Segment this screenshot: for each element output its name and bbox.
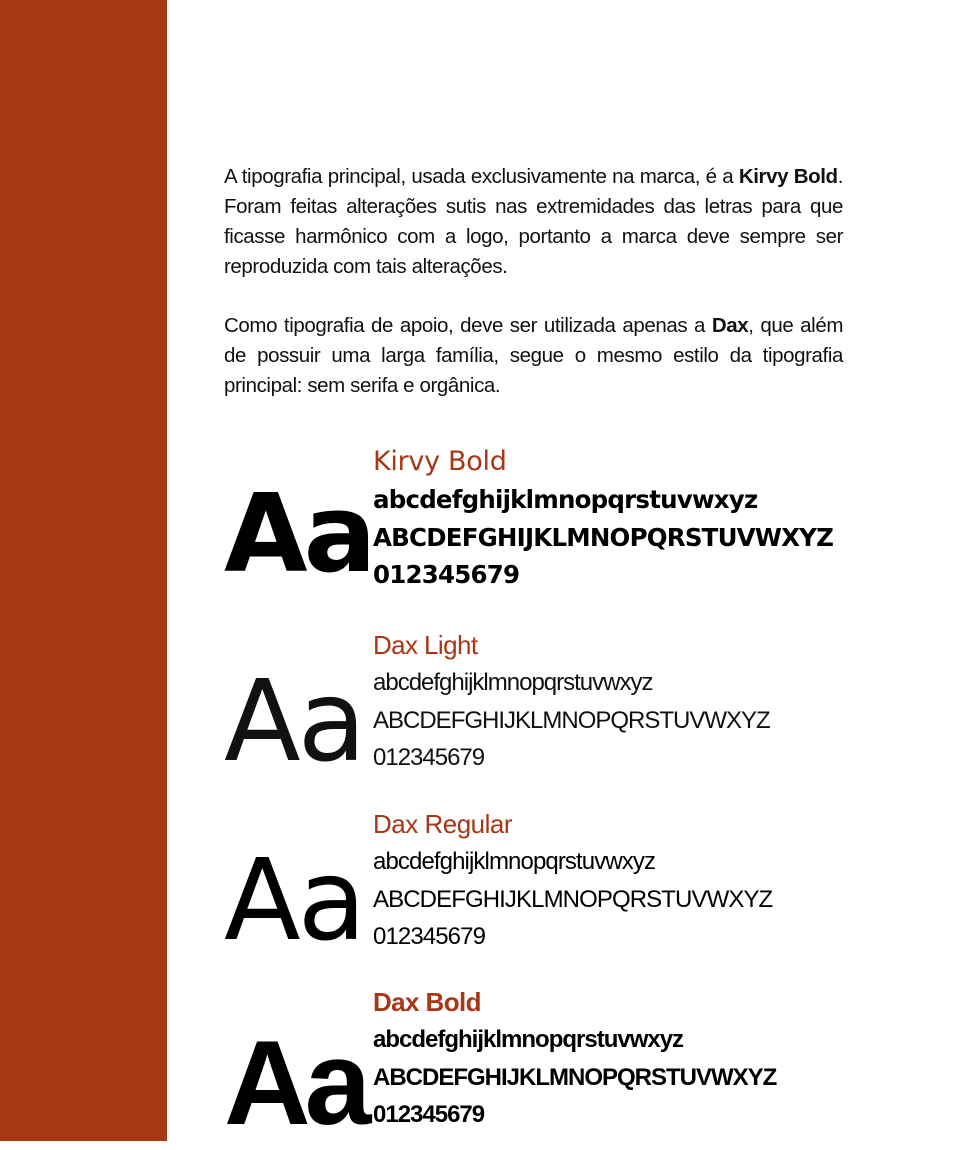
intro-paragraph-support-font [224, 311, 843, 401]
paragraph-text: . Foram feitas alterações sutis nas extremidades das letras para que ficasse harmônico com a logo, portanto a marca deve sempre ser reproduzida com tais alterações. [224, 165, 843, 278]
font-name: Dax Light [373, 630, 478, 660]
font-name: Dax Bold [373, 987, 481, 1017]
paragraph-text: , que além de possuir uma larga família, segue o mesmo estilo da tipografia principal: sem serifa e orgânica. [224, 314, 843, 397]
intro-paragraph-primary-font [224, 162, 843, 282]
lowercase-row: abcdefghijklmnopqrstuvwxyz [373, 848, 656, 875]
font-name: Dax Regular [373, 809, 513, 839]
specimen-info [373, 805, 772, 956]
paragraph-text: A tipografia principal, usada exclusivamente na marca, é a [224, 165, 739, 188]
sample-glyphs: Aa [224, 836, 364, 966]
specimen-info [373, 626, 770, 777]
intro-text [224, 162, 843, 401]
specimen-info [373, 443, 833, 594]
sample-glyphs: Aa [224, 472, 373, 597]
digits-row: 012345679 [373, 560, 520, 589]
lowercase-row: abcdefghijklmnopqrstuvwxyz [373, 1026, 684, 1053]
specimen-info [373, 983, 776, 1134]
uppercase-row: ABCDEFGHIJKLMNOPQRSTUVWXYZ [373, 1063, 777, 1091]
brand-sidebar [0, 0, 167, 1141]
sample-glyphs: Aa [224, 1016, 366, 1150]
lowercase-row: abcdefghijklmnopqrstuvwxyz [373, 485, 758, 514]
primary-font-name: Kirvy Bold [738, 165, 838, 188]
lowercase-row: abcdefghijklmnopqrstuvwxyz [373, 669, 653, 696]
sample-glyphs: Aa [224, 657, 364, 787]
uppercase-row: ABCDEFGHIJKLMNOPQRSTUVWXYZ [373, 706, 770, 734]
support-font-name: Dax [711, 314, 749, 337]
paragraph-text: Como tipografia de apoio, deve ser utilizada apenas a [224, 314, 712, 337]
font-name: Kirvy Bold [373, 446, 507, 477]
digits-row: 012345679 [373, 923, 486, 950]
digits-row: 012345679 [373, 1101, 485, 1128]
uppercase-row: ABCDEFGHIJKLMNOPQRSTUVWXYZ [373, 522, 834, 552]
digits-row: 012345679 [373, 744, 485, 771]
uppercase-row: ABCDEFGHIJKLMNOPQRSTUVWXYZ [373, 885, 773, 913]
